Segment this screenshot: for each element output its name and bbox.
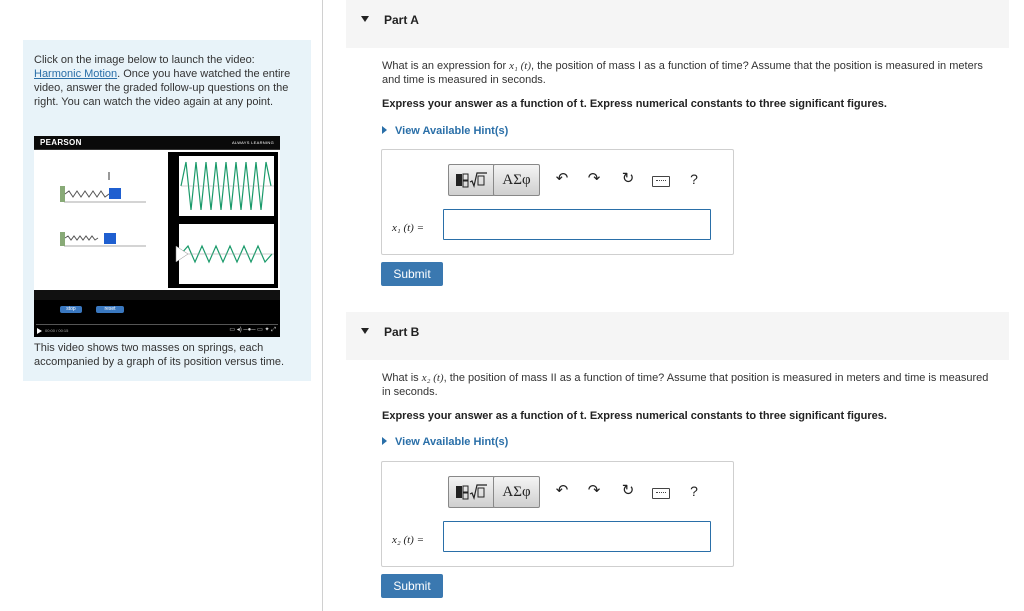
intro-text-part: Click on the image below to launch the video:	[34, 54, 255, 66]
math-variable: x₁ (t)	[509, 60, 532, 72]
fraction-sqrt-icon	[449, 165, 494, 195]
templates-button[interactable]	[448, 476, 495, 508]
undo-icon[interactable]: ↶	[555, 170, 569, 187]
reset-button[interactable]: reset	[96, 306, 124, 313]
collapse-triangle-icon[interactable]	[361, 328, 369, 334]
video-header	[34, 136, 280, 150]
answer-label	[392, 534, 424, 546]
answer-instruction: Express your answer as a function of t. Express numerical constants to three significant figures.	[382, 410, 887, 422]
volume-fullscreen-icons[interactable]: ▭ ◂) ─●─ ▭ ✦ ⤢	[229, 327, 276, 333]
column-divider	[322, 0, 323, 611]
keyboard-icon[interactable]	[652, 176, 670, 187]
redo-icon[interactable]: ↷	[587, 482, 601, 499]
part-a-section	[346, 0, 1009, 281]
part-title: Part A	[384, 13, 419, 27]
answer-label	[392, 222, 424, 234]
answer-input[interactable]	[443, 209, 711, 240]
video-caption: This video shows two masses on springs, each accompanied by a graph of its position versus time.	[34, 342, 285, 368]
part-b-section	[346, 312, 1009, 593]
answer-label-text: x₂ (t) =	[392, 534, 425, 546]
video-time: 00:00 / 00:15	[45, 328, 69, 333]
redo-icon[interactable]: ↷	[587, 170, 601, 187]
question-part: , the position of mass II as a function of time? Assume that position is measured in meters and time is measured in seconds.	[382, 372, 989, 398]
hint-label: View Available Hint(s)	[395, 125, 509, 137]
templates-button[interactable]	[448, 164, 495, 196]
hint-link[interactable]	[382, 436, 508, 448]
keyboard-icon[interactable]	[652, 488, 670, 499]
answer-box	[381, 149, 734, 255]
question-part: , the position of mass I as a function of time? Assume that the position is measured in meters and time is measured in seconds.	[382, 60, 983, 86]
fraction-sqrt-icon	[449, 477, 494, 507]
question-part: What is	[382, 372, 422, 384]
submit-button[interactable]: Submit	[381, 262, 443, 286]
brand-logo: PEARSON	[40, 138, 82, 147]
caret-right-icon	[382, 437, 387, 445]
answer-instruction: Express your answer as a function of t. Express numerical constants to three significant figures.	[382, 98, 887, 110]
intro-text	[34, 53, 304, 109]
stop-button[interactable]: stop	[60, 306, 82, 313]
intro-panel	[23, 40, 311, 381]
brand-tagline: ALWAYS LEARNING	[232, 140, 274, 145]
answer-box	[381, 461, 734, 567]
hint-link[interactable]	[382, 125, 508, 137]
help-icon[interactable]: ?	[690, 171, 698, 187]
submit-button[interactable]: Submit	[381, 574, 443, 598]
play-icon[interactable]	[37, 328, 42, 334]
greek-symbols-button[interactable]: ΑΣφ	[493, 476, 540, 508]
reset-icon[interactable]: ↻	[621, 482, 635, 499]
part-b-header[interactable]	[346, 312, 1009, 360]
question-text	[382, 371, 997, 399]
reset-icon[interactable]: ↻	[621, 170, 635, 187]
intro-text-part: . Once you have watched the entire video, answer the graded follow-up questions on the right. You can watch the video again at any point.	[34, 68, 291, 108]
question-text	[382, 59, 997, 87]
math-variable: x₂ (t)	[421, 372, 444, 384]
answer-label-text: x₁ (t) =	[392, 222, 425, 234]
caret-right-icon	[382, 126, 387, 134]
answer-input[interactable]	[443, 521, 711, 552]
video-progress-bar[interactable]	[36, 324, 278, 325]
collapse-triangle-icon[interactable]	[361, 16, 369, 22]
hint-label: View Available Hint(s)	[395, 436, 509, 448]
video-frame	[34, 150, 280, 300]
video-thumbnail[interactable]	[34, 136, 280, 337]
part-title: Part B	[384, 325, 420, 339]
part-a-header[interactable]	[346, 0, 1009, 48]
video-controls	[34, 304, 280, 337]
undo-icon[interactable]: ↶	[555, 482, 569, 499]
video-link[interactable]: Harmonic Motion	[34, 68, 118, 80]
greek-symbols-button[interactable]: ΑΣφ	[493, 164, 540, 196]
help-icon[interactable]: ?	[690, 483, 698, 499]
simulation-illustration	[34, 150, 280, 300]
question-part: What is an expression for	[382, 60, 510, 72]
